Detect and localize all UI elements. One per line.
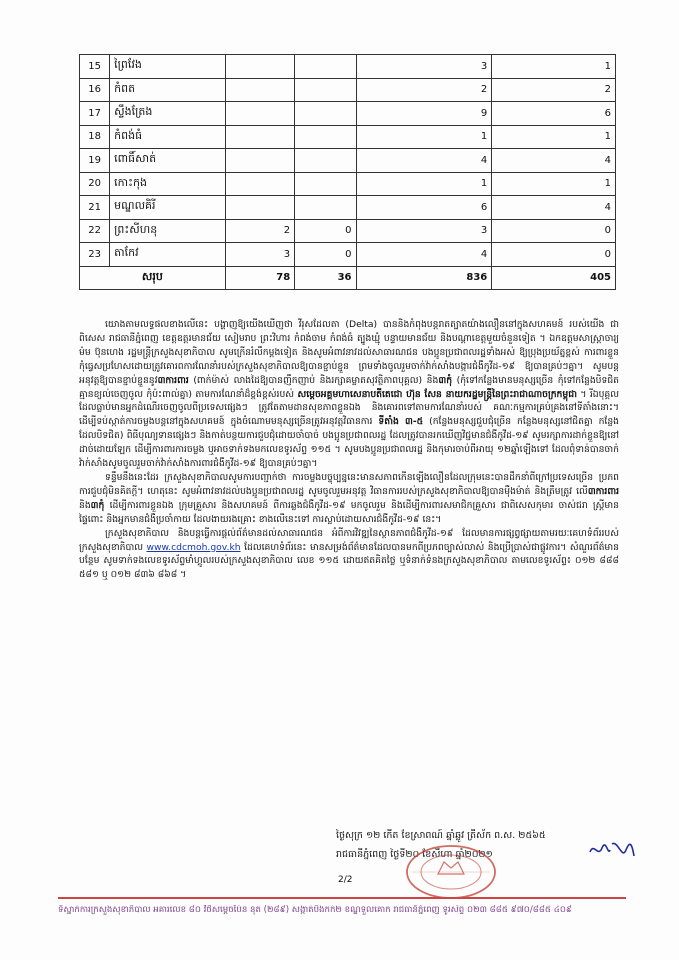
row-number: 19 — [80, 149, 110, 173]
footer-address: ទីស្នាក់ការក្រសួងសុខាភិបាល អគារលេខ ៨០ វិថីសម្ដេចប៉ែន នុត (២៨៩) សង្កាត់បឹងកក់២ ខណ្ឌទួលគោក រាជធានីភ្នំពេញ ទូរស័ព្ទ ០២៣ ៨៨៥ ៩៧០/៨៨៥ ៤០៩ — [58, 905, 572, 915]
value-col-4: 1 — [492, 55, 616, 79]
value-col-1: 2 — [225, 219, 294, 243]
table-row — [80, 196, 616, 220]
value-col-3: 4 — [356, 243, 492, 267]
value-col-1 — [225, 78, 294, 102]
row-number: 21 — [80, 196, 110, 220]
value-col-3: 1 — [356, 172, 492, 196]
province-name: កោះកុង — [110, 172, 226, 196]
p1-bold-locations: ទីតាំង ៣-៥ — [378, 416, 424, 428]
p1-text-e: (កន្លែងមនុស្សជួបជុំច្រើន កន្លែងមនុស្សនៅជិតគ្នា កន្លែងដែលបិទជិត) ពិធីបុណ្យទានផ្សេងៗ និងកាត់បន្ថយការជួបជុំដោយចាំបាច់ បងប្អូនប្រជាពលរដ្ឋ ដែលត្រូវបានរកឃើញវិជ្ជមានជំងឺកូវីដ-១៩ សូមរក្សាការដាក់ខ្លួនឱ្យនៅដាច់ដោយឡែក ដើម្បីការពារការចម្លង ឬអាចទាក់ទងមកលេខទូរស័ព្ទ ១១៥ ។ សូមបងប្អូនប្រជាពលរដ្ឋ និងកុមារចាប់ពីអាយុ ១២ឆ្នាំឡើងទៅ ដែលពុំទាន់បានចាក់វ៉ាក់សាំងសូមចូលរួមចាក់វ៉ាក់សាំងការពារជំងឺកូវីដ-១៩ ឱ្យបានគ្រប់ៗគ្នា។ — [79, 416, 619, 470]
date-solar: រាជធានីភ្នំពេញ ថ្ងៃទី២០ ខែសីហា ឆ្នាំ២០២១ — [336, 849, 493, 860]
value-col-4: 0 — [492, 219, 616, 243]
value-col-3: 6 — [356, 196, 492, 220]
province-name: ព្រៃវែង — [110, 55, 226, 79]
row-number: 22 — [80, 219, 110, 243]
paragraph-1 — [79, 318, 619, 471]
value-col-2 — [295, 55, 356, 79]
value-col-4: 0 — [492, 243, 616, 267]
p1-bold-3-dont: ៣កុំ — [438, 374, 453, 386]
province-stats-table — [79, 54, 616, 290]
value-col-2: 0 — [295, 219, 356, 243]
table-row — [80, 243, 616, 267]
total-col-4: 405 — [492, 266, 616, 290]
row-number: 17 — [80, 102, 110, 126]
paragraph-3 — [79, 527, 619, 583]
value-col-2: 0 — [295, 243, 356, 267]
province-name: កំពង់ធំ — [110, 125, 226, 149]
p2-text-a: ទន្ទឹមនឹងនេះដែរ ក្រសួងសុខាភិបាលសូមការបញ្ជាក់ថា ការចម្លងបច្ចុប្បន្ននេះមានសភាពកើនឡើងលឿនដែលក្រុមនេះបានដឹកនាំពីក្រៅប្រទេសច្រើន ប្រភពការជួបជុំមិនគិតក្ដី។ ហេតុនេះ សូមអំពាវនាវដល់បងប្អូនប្រជាពលរដ្ឋ សូមចូលរួមអនុវត្ត វិធានការរបស់ក្រសួងសុខាភិបាលឱ្យបានម៉ឺងម៉ាត់ និងត្រឹមត្រូវ លើ — [79, 471, 619, 497]
value-col-3: 3 — [356, 55, 492, 79]
footer-divider — [58, 897, 626, 899]
province-name: ពោធិ៍សាត់ — [110, 149, 226, 173]
total-label: សរុប — [80, 266, 226, 290]
table-row — [80, 55, 616, 79]
value-col-2 — [295, 125, 356, 149]
total-row — [80, 266, 616, 290]
province-name: កំពត — [110, 78, 226, 102]
table-row — [80, 172, 616, 196]
p1-text-c: (កុំទៅកន្លែងមានមនុស្សច្រើន កុំទៅកន្លែងបិទជិតគ្មានខ្យល់ចេញចូល កុំប៉ះពាល់គ្នា) តាមការណែនាំដ៏ខ្ពង់ខ្ពស់របស់ — [79, 374, 619, 400]
value-col-3: 9 — [356, 102, 492, 126]
province-name: ព្រះសីហនុ — [110, 219, 226, 243]
value-col-1 — [225, 55, 294, 79]
value-col-1 — [225, 102, 294, 126]
row-number: 16 — [80, 78, 110, 102]
value-col-2 — [295, 102, 356, 126]
table-row — [80, 102, 616, 126]
p1-bold-prime-minister: សម្ដេចអគ្គមហាសេនាបតីតេជោ ហ៊ុន សែន នាយករដ្ឋមន្ត្រីនៃព្រះរាជាណាចក្រកម្ពុជា — [297, 388, 577, 400]
body-text — [79, 318, 619, 582]
province-name: ស្ទឹងត្រែង — [110, 102, 226, 126]
value-col-1 — [225, 149, 294, 173]
p1-text-a: យោងតាមលទ្ធផលខាងលើនេះ បង្ហាញឱ្យយើងឃើញថា វីរុសដែលតា (Delta) បាននិងកំពុងបន្តរាតត្បាតយ៉ាងលឿននៅក្នុងសហគមន៍ របស់យើង ជាពិសេស រាជធានីភ្នំពេញ ខេត្តឧត្តរមានជ័យ សៀមរាប ព្រះវិហារ កំពង់ចាម កំពង់ធំ ត្បូងឃ្មុំ បន្ទាយមានជ័យ និងបណ្ដាខេត្តមួយចំនួនទៀត ។ ឯកឧត្តមសាស្ត្រាចារ្យ ម៉ម ប៊ុនហេង រដ្ឋមន្ត្រីក្រសួងសុខាភិបាល សូមក្រើនរំលឹកម្ដងទៀត និងសូមអំពាវនាវដល់សាធារណជន បងប្អូនប្រជាពលរដ្ឋទាំងអស់ ឱ្យប្រុងប្រយ័ត្នខ្ពស់ ការពារខ្លួន កុំធ្វេសប្រហែសដោយត្រូវគោរពការណែនាំរបស់ក្រសួងសុខាភិបាលឱ្យបានខ្ជាប់ខ្ជួន ព្រមទាំងចូលរួមចាក់វ៉ាក់សាំងបង្ការជំងឺកូវីដ-១៩ ឱ្យបានគ្រប់ៗគ្នា។ សូមបន្តអនុវត្តឱ្យបានខ្ជាប់ខ្ជួននូវ — [79, 319, 619, 386]
row-number: 18 — [80, 125, 110, 149]
row-number: 23 — [80, 243, 110, 267]
total-col-2: 36 — [295, 266, 356, 290]
signature-icon — [588, 838, 636, 864]
value-col-2 — [295, 78, 356, 102]
table-row — [80, 78, 616, 102]
page-number: 2/2 — [338, 875, 353, 885]
website-link[interactable]: www.cdcmoh.gov.kh — [146, 541, 241, 553]
value-col-3: 4 — [356, 149, 492, 173]
official-seal-icon — [404, 844, 499, 900]
value-col-2 — [295, 149, 356, 173]
total-col-3: 836 — [356, 266, 492, 290]
table-row — [80, 125, 616, 149]
p2-bold-3-dont: ៣កុំ — [90, 499, 105, 511]
p2-text-b: និង — [79, 499, 91, 511]
value-col-2 — [295, 172, 356, 196]
total-col-1: 78 — [225, 266, 294, 290]
date-lunar: ថ្ងៃសុក្រ ១២ កើត ខែស្រាពណ៍ ឆ្នាំឆ្លូវ ត្រីស័ក ព.ស. ២៥៦៥ — [336, 830, 546, 841]
p2-bold-3-protect: ៣ការពារ — [587, 485, 619, 497]
value-col-1: 3 — [225, 243, 294, 267]
table-row — [80, 149, 616, 173]
value-col-3: 2 — [356, 78, 492, 102]
value-col-4: 4 — [492, 149, 616, 173]
p3-text-a: ក្រសួងសុខាភិបាល និងបន្តធ្វើការផ្ដល់ព័ត៌មានដល់សាធារណជន អំពីការវិវឌ្ឍនៃស្ថានភាពជំងឺកូវីដ-១៩ ដែលមានការផ្សព្វផ្សាយតាមរយៈគេហទំព័ររបស់ក្រសួងសុខាភិបាល — [79, 527, 619, 553]
table-row — [80, 219, 616, 243]
value-col-4: 1 — [492, 125, 616, 149]
value-col-4: 4 — [492, 196, 616, 220]
value-col-4: 6 — [492, 102, 616, 126]
paragraph-2 — [79, 471, 619, 527]
p1-bold-3-protect: ៣ការពារ — [157, 374, 189, 386]
value-col-1 — [225, 172, 294, 196]
value-col-3: 1 — [356, 125, 492, 149]
p1-text-b: (ពាក់ម៉ាស់ លាងដៃឱ្យបានញឹកញាប់ និងរក្សាគម្លាតសុវត្ថិភាពបុគ្គល) និង — [188, 374, 439, 386]
p2-text-c: ដើម្បីការពារខ្លួនឯង ក្រុមគ្រួសារ និងសហគមន៍ ពីការឆ្លងជំងឺកូវីដ-១៩ មកចូលរួម និងដើម្បីការពារសមាជិកគ្រួសារ ជាពិសេសកុមារ ចាស់ជរា ស្ត្រីមានផ្ទៃពោះ និងអ្នកមានជំងឺប្រចាំកាយ ដែលងាយរងគ្រោះ ខាងលើនេះទៅ ការស្លាប់ដោយសារជំងឺកូវីដ-១៩ នេះ។ — [79, 499, 619, 525]
province-name: មណ្ឌលគិរី — [110, 196, 226, 220]
row-number: 15 — [80, 55, 110, 79]
value-col-3: 3 — [356, 219, 492, 243]
p3-text-b: ដែលគេហទំព័រនេះ មានសម្រង់ព័ត៌មានដែលបានមកពីប្រភពច្បាស់លាស់ និងប្រើប្រាស់ជាផ្លូវការ។ សំណួរព័ត៌មានបន្ថែម សូមទាក់ទងលេខទូរស័ព្ទមាំហ្គូលរបស់ក្រសួងសុខាភិបាល លេខ ១១៥ ដោយឥតគិតថ្លៃ ឬទំនាក់ទំនងក្រសួងសុខាភិបាល តាមលេខទូរស័ព្ទ៖ ០១២ ៨៨៨ ៥៨១ ឬ ០១២ ៨៣៦ ៨៦៨ ។ — [79, 541, 619, 581]
value-col-4: 1 — [492, 172, 616, 196]
province-name: តាកែវ — [110, 243, 226, 267]
value-col-1 — [225, 196, 294, 220]
value-col-2 — [295, 196, 356, 220]
row-number: 20 — [80, 172, 110, 196]
value-col-1 — [225, 125, 294, 149]
p1-text-d: ។ រីឯបុគ្គលដែលធ្លាប់មានអ្នកដំណើរចេញចូលពីប្រទេសផ្សេងៗ ត្រូវតែតាមដានសុខភាពខ្លួនឯង និងគោរពទៅតាមការណែនាំរបស់ គណៈកម្មការគ្រប់គ្រងនៅទីតាំងនោះ។ ដើម្បីទប់ស្កាត់ការចម្លងបន្តនៅក្នុងសហគមន៍ ក្នុងចំណោមមនុស្សច្រើនត្រូវអនុវត្តវិធានការ — [79, 388, 620, 428]
value-col-4: 2 — [492, 78, 616, 102]
